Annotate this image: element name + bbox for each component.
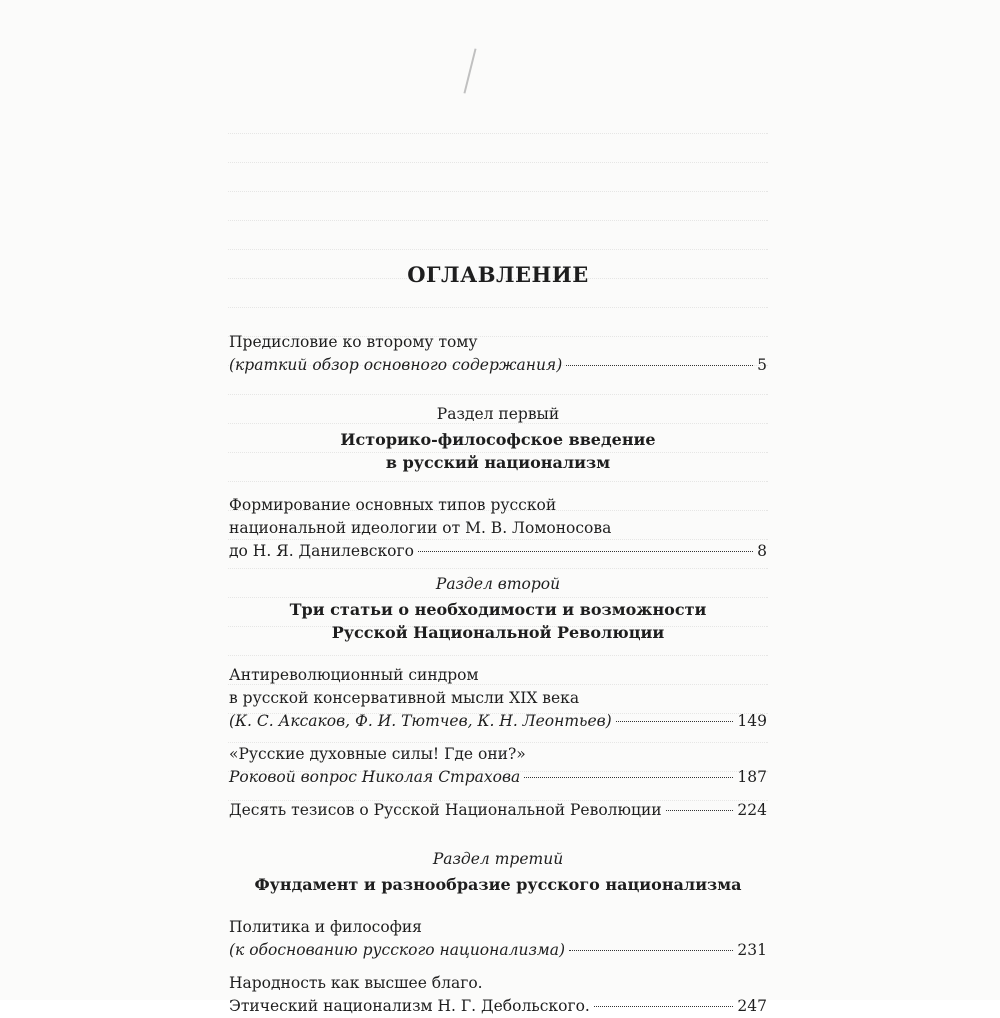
entry-line: Предисловие ко второму тому <box>229 333 478 351</box>
page-number: 247 <box>737 997 767 1015</box>
entry-line: Формирование основных типов русской <box>229 496 557 514</box>
section-title: в русский национализм <box>385 453 611 472</box>
section-title: Русской Национальной Революции <box>331 623 665 642</box>
page-number: 5 <box>757 356 767 374</box>
dot-leader <box>666 810 734 811</box>
entry-line-with-page <box>229 766 767 789</box>
section-label: Раздел третий <box>432 850 564 868</box>
toc-entry <box>229 799 767 822</box>
entry-line: Политика и философия <box>229 918 422 936</box>
section-title: Историко-философское введение <box>340 430 656 449</box>
entry-line-with-page <box>229 710 767 733</box>
entry-line-with-page <box>229 540 767 563</box>
pencil-mark <box>463 48 476 93</box>
entry-line: «Русские духовные силы! Где они?» <box>229 745 526 763</box>
entry-line-with-page <box>229 799 767 822</box>
toc-title: ОГЛАВЛЕНИЕ <box>407 262 589 287</box>
page-number: 8 <box>757 542 767 560</box>
toc-entry-preface <box>229 331 767 377</box>
section-heading-2 <box>229 573 767 644</box>
entry-line: до Н. Я. Данилевского <box>229 542 414 560</box>
section-title: Три статьи о необходимости и возможности <box>289 600 707 619</box>
section-heading-3 <box>229 848 767 896</box>
entry-line: Этический национализм Н. Г. Дебольского. <box>229 997 590 1015</box>
toc-entry <box>229 494 767 563</box>
section-title: Фундамент и разнообразие русского национализма <box>254 875 742 894</box>
entry-line-with-page <box>229 939 767 962</box>
entry-subtitle: (к обоснованию русского национализма) <box>229 941 566 959</box>
page-number: 187 <box>737 768 767 786</box>
page-number: 149 <box>737 712 767 730</box>
dot-leader <box>594 1006 734 1007</box>
entry-line-with-page <box>229 995 767 1018</box>
toc-entry <box>229 972 767 1018</box>
dot-leader <box>524 777 733 778</box>
entry-subtitle: (краткий обзор основного содержания) <box>229 356 563 374</box>
dot-leader <box>566 365 753 366</box>
entry-line: Народность как высшее благо. <box>229 974 483 992</box>
table-of-contents <box>229 262 767 1018</box>
entry-line: в русской консервативной мысли XIX века <box>229 689 580 707</box>
dot-leader <box>616 721 734 722</box>
toc-entry <box>229 664 767 733</box>
entry-subtitle: Роковой вопрос Николая Страхова <box>229 768 521 786</box>
dot-leader <box>569 950 733 951</box>
entry-line: Десять тезисов о Русской Национальной Революции <box>229 801 662 819</box>
toc-entry <box>229 916 767 962</box>
page-number: 231 <box>737 941 767 959</box>
entry-line: национальной идеологии от М. В. Ломоносова <box>229 519 612 537</box>
toc-entry <box>229 743 767 789</box>
entry-line-with-page <box>229 354 767 377</box>
section-label: Раздел первый <box>436 405 560 423</box>
entry-line: Антиреволюционный синдром <box>229 666 479 684</box>
dot-leader <box>418 551 753 552</box>
page-number: 224 <box>737 801 767 819</box>
section-heading-1 <box>229 403 767 474</box>
entry-subtitle: (К. С. Аксаков, Ф. И. Тютчев, К. Н. Леонтьев) <box>229 712 612 730</box>
section-label: Раздел второй <box>435 575 561 593</box>
